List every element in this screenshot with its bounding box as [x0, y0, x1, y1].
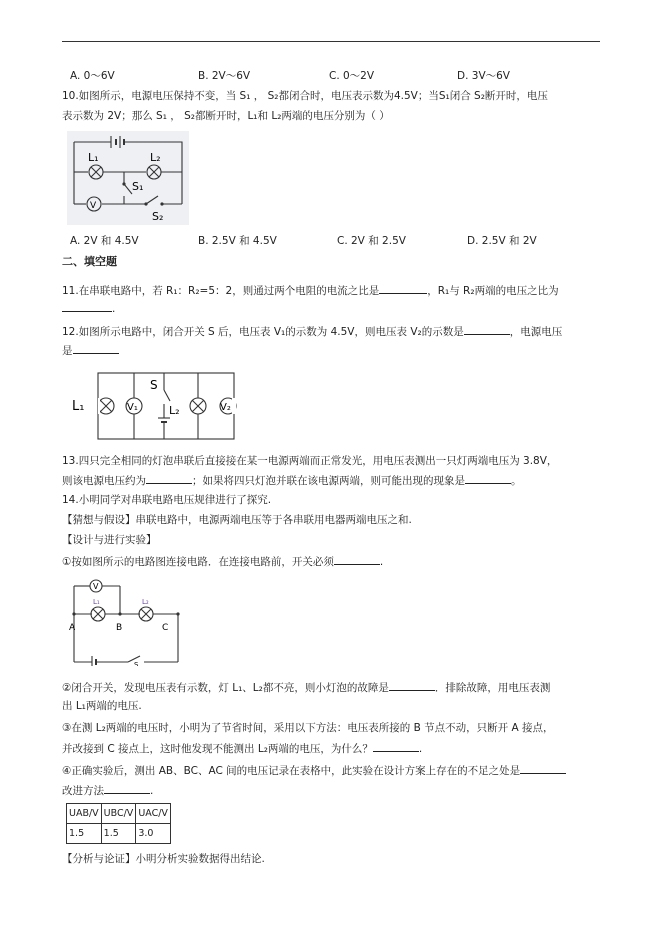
q10-label-v: V — [90, 201, 97, 211]
q14-step2-line1: ②闭合开关，发现电压表有示数，灯 L₁、L₂都不亮，则小灯泡的故障是 ．排除故障，用电压表测 — [62, 679, 550, 696]
q14-label-l1: L₁ — [93, 598, 100, 606]
q10-label-s2: S₂ — [152, 210, 164, 223]
q14-design-heading: 【设计与进行实验】 — [62, 534, 157, 546]
q11-text-line1: 11.在串联电路中，若 R₁：R₂=5：2，则通过两个电阻的电流之比是 ，R₁与 R₂两端的电压之比为 — [62, 282, 559, 299]
q14-hypothesis: 【猜想与假设】串联电路中，电源两端电压等于各串联用电器两端电压之和. — [62, 514, 412, 526]
q12-label-v2: V₂ — [220, 402, 231, 413]
q10-label-l2: L₂ — [150, 151, 161, 164]
q10-label-l1: L₁ — [88, 151, 99, 164]
q10-option-d[interactable]: D. 2.5V 和 2V — [467, 235, 537, 247]
table-cell-ubc: 1.5 — [101, 824, 136, 844]
q10-text-line2: 表示数为 2V；那么 S₁ ， S₂都断开时，L₁和 L₂两端的电压分别为（ ） — [62, 110, 390, 122]
q13-text-line2: 则该电源电压约为 ；如果将四只灯泡并联在该电源两端，则可能出现的现象是 。 — [62, 472, 522, 489]
q12-label-s: S — [150, 378, 158, 392]
table-header-ubc: UBC/V — [101, 804, 136, 824]
q11-blank-2[interactable] — [62, 300, 112, 312]
q14-blank-step4-1[interactable] — [520, 762, 566, 774]
q12-label-l1: L₁ — [72, 399, 85, 414]
q14-analysis: 【分析与论证】小明分析实验数据得出结论. — [62, 853, 265, 865]
table-cell-uab: 1.5 — [67, 824, 102, 844]
table-header-uab: UAB/V — [67, 804, 102, 824]
q14-blank-step1[interactable] — [334, 553, 380, 565]
q14-step2-line2: 出 L₁两端的电压. — [62, 700, 142, 712]
q14-label-a: A — [69, 623, 76, 633]
table-row — [67, 824, 171, 844]
q12-text-line1: 12.如图所示电路中，闭合开关 S 后，电压表 V₁的示数为 4.5V，则电压表 V₂的示数是 ，电源电压 — [62, 323, 562, 340]
q14-step1: ①按如图所示的电路图连接电路．在连接电路前，开关必须 . — [62, 553, 383, 570]
section-title-fill-in: 二、填空题 — [62, 255, 117, 268]
q14-label-s: S — [134, 661, 139, 666]
q10-option-b[interactable]: B. 2.5V 和 4.5V — [198, 235, 277, 247]
q12-text-line2: 是 — [62, 342, 119, 359]
q12-label-l2: L₂ — [169, 404, 180, 417]
table-header-row — [67, 804, 171, 824]
q14-intro: 14.小明同学对串联电路电压规律进行了探究. — [62, 494, 272, 506]
q14-blank-step2[interactable] — [389, 679, 435, 691]
q9-option-b[interactable]: B. 2V～6V — [198, 70, 251, 82]
q12-circuit-diagram — [70, 368, 240, 444]
q9-option-d[interactable]: D. 3V～6V — [457, 70, 510, 82]
q10-label-s1: S₁ — [132, 180, 144, 193]
q9-option-c[interactable]: C. 0～2V — [329, 70, 375, 82]
q14-label-c: C — [162, 623, 169, 633]
q14-step4-line1: ④正确实验后，测出 AB、BC、AC 间的电压记录在表格中，此实验在设计方案上存在的不足之处是 — [62, 762, 566, 779]
q12-blank-2[interactable] — [73, 342, 119, 354]
q14-label-b: B — [116, 623, 123, 633]
header-rule — [62, 41, 600, 42]
table-cell-uac: 3.0 — [136, 824, 171, 844]
q14-step3-line2: 并改接到 C 接点上，这时他发现不能测出 L₂两端的电压，为什么？ . — [62, 740, 422, 757]
q14-step4-line2: 改进方法 . — [62, 782, 153, 799]
table-header-uac: UAC/V — [136, 804, 171, 824]
q14-label-v: V — [93, 582, 99, 591]
q11-text-line2: . — [62, 300, 115, 317]
q11-blank-1[interactable] — [379, 282, 427, 294]
q14-blank-step4-2[interactable] — [104, 782, 150, 794]
q14-blank-step3[interactable] — [373, 740, 419, 752]
q14-voltage-table — [66, 803, 171, 844]
q9-option-a[interactable]: A. 0～6V — [70, 70, 115, 82]
q13-blank-1[interactable] — [146, 472, 192, 484]
q13-blank-2[interactable] — [465, 472, 511, 484]
q13-text-line1: 13.四只完全相同的灯泡串联后直接接在某一电源两端而正常发光，用电压表测出一只灯两端电压为 3.8V， — [62, 455, 558, 467]
q12-label-v1: V₁ — [127, 402, 138, 413]
q10-option-a[interactable]: A. 2V 和 4.5V — [70, 235, 139, 247]
q10-text-line1: 10.如图所示，电源电压保持不变，当 S₁ ， S₂都闭合时，电压表示数为4.5V；当S₁闭合 S₂断开时，电压 — [62, 90, 548, 102]
q12-blank-1[interactable] — [464, 323, 510, 335]
q14-step3-line1: ③在测 L₂两端的电压时，小明为了节省时间，采用以下方法：电压表所接的 B 节点不动，只断开 A 接点， — [62, 722, 554, 734]
q14-circuit-diagram — [62, 574, 182, 666]
q14-label-l2: L₂ — [142, 598, 149, 606]
q10-option-c[interactable]: C. 2V 和 2.5V — [337, 235, 406, 247]
q10-circuit-diagram — [66, 130, 190, 226]
